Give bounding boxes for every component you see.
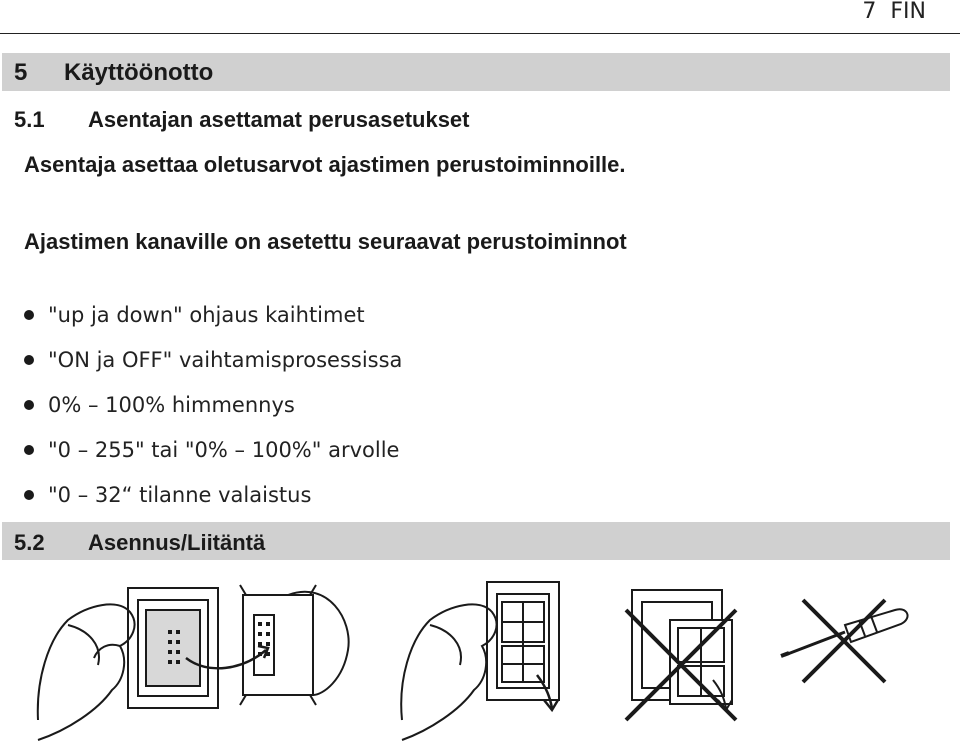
functions-subheading: Ajastimen kanaville on asetettu seuraavat perustoiminnot [24, 229, 627, 254]
bullet-icon [24, 445, 34, 455]
subsection-number: 5.1 [14, 107, 45, 132]
subsection-title: Asennus/Liitäntä [88, 530, 266, 555]
bullet-icon [24, 400, 34, 410]
list-item-text: "0 – 255" tai "0% – 100%" arvolle [48, 438, 400, 462]
section-number: 5 [14, 59, 28, 86]
subsection-title: Asentajan asettamat perusasetukset [88, 107, 470, 132]
section-title: Käyttöönotto [64, 59, 214, 86]
list-item [24, 345, 402, 390]
list-item-text: "0 – 32“ tilanne valaistus [48, 483, 312, 507]
bullet-icon [24, 490, 34, 500]
section-heading [14, 59, 213, 87]
crossed-out-removal-icon [618, 570, 748, 749]
list-item [24, 390, 402, 435]
subsection-heading-5-1 [14, 107, 470, 133]
crossed-out-screwdriver-icon [775, 570, 925, 749]
list-item [24, 435, 402, 480]
list-item-text: 0% – 100% himmennys [48, 393, 295, 417]
bullet-icon [24, 355, 34, 365]
page-header [0, 0, 960, 34]
function-list [24, 300, 402, 525]
language-code: FIN [890, 0, 926, 24]
subsection-heading-5-2 [14, 530, 265, 556]
list-item [24, 480, 402, 525]
subsection-number: 5.2 [14, 530, 45, 555]
page-number [862, 0, 926, 24]
page-number-value: 7 [862, 0, 877, 24]
list-item-text: "ON ja OFF" vaihtamisprosessissa [48, 348, 403, 372]
hand-attaching-insert-icon [28, 570, 358, 749]
hand-inserting-cover-icon [392, 570, 582, 749]
list-item-text: "up ja down" ohjaus kaihtimet [48, 303, 365, 327]
list-item [24, 300, 402, 345]
bullet-icon [24, 310, 34, 320]
lead-paragraph: Asentaja asettaa oletusarvot ajastimen perustoiminnoille. [24, 152, 626, 177]
installation-illustrations [0, 570, 960, 749]
